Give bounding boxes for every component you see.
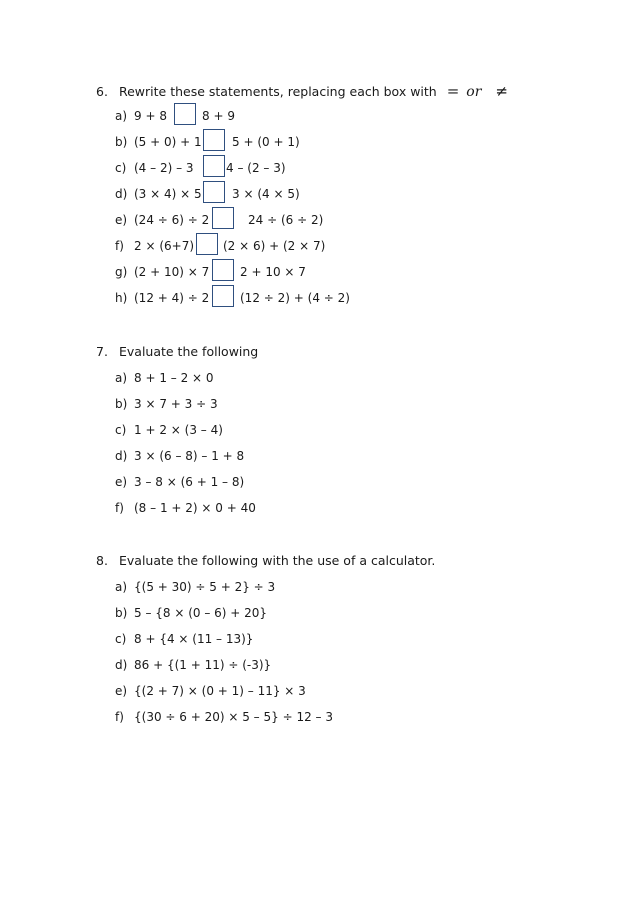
item-expression: 3 × (6 – 8) – 1 + 8 (134, 449, 245, 463)
item-label: c) (115, 161, 127, 175)
answer-box[interactable] (212, 207, 234, 229)
item-label: a) (115, 580, 128, 594)
item-rhs: 4 – (2 – 3) (226, 161, 286, 175)
item-expression: 8 + {4 × (11 – 13)} (134, 632, 254, 646)
answer-box[interactable] (203, 129, 225, 151)
item-expression: (8 – 1 + 2) × 0 + 40 (134, 501, 256, 515)
item-label: f) (115, 501, 124, 515)
item-label: c) (115, 632, 127, 646)
item-rhs: 8 + 9 (202, 109, 235, 123)
item-expression: 1 + 2 × (3 – 4) (134, 423, 223, 437)
answer-box[interactable] (203, 181, 225, 203)
item-label: f) (115, 239, 124, 253)
answer-box[interactable] (212, 285, 234, 307)
item-rhs: 5 + (0 + 1) (232, 135, 300, 149)
item-label: e) (115, 684, 128, 698)
item-expression: 5 – {8 × (0 – 6) + 20} (134, 606, 268, 620)
not-equals-symbol: ≠ (495, 82, 508, 100)
question-number: 6. (96, 84, 108, 99)
item-label: c) (115, 423, 127, 437)
question-text: Evaluate the following (118, 344, 259, 359)
item-lhs: 9 + 8 (134, 109, 167, 123)
item-label: d) (115, 449, 128, 463)
item-rhs: (12 ÷ 2) + (4 ÷ 2) (240, 291, 350, 305)
item-rhs: 24 ÷ (6 ÷ 2) (248, 213, 324, 227)
question-text: Evaluate the following with the use of a calculator. (118, 553, 436, 568)
or-word: or (466, 84, 482, 100)
item-label: b) (115, 135, 128, 149)
item-rhs: 3 × (4 × 5) (232, 187, 300, 201)
item-label: e) (115, 213, 128, 227)
question-text: Rewrite these statements, replacing each box with (118, 84, 437, 99)
question-6-title (96, 82, 508, 100)
item-label: d) (115, 658, 128, 672)
item-label: h) (115, 291, 128, 305)
item-lhs: (4 – 2) – 3 (134, 161, 194, 175)
question-7-title (96, 344, 258, 359)
question-number: 8. (96, 553, 108, 568)
item-lhs: (3 × 4) × 5 (134, 187, 202, 201)
item-label: b) (115, 397, 128, 411)
item-label: a) (115, 371, 128, 385)
item-lhs: (24 ÷ 6) ÷ 2 (134, 213, 210, 227)
equals-symbol: = (446, 82, 460, 100)
item-label: f) (115, 710, 124, 724)
question-number: 7. (96, 344, 108, 359)
item-label: d) (115, 187, 128, 201)
item-lhs: (5 + 0) + 1 (134, 135, 202, 149)
item-rhs: (2 × 6) + (2 × 7) (223, 239, 326, 253)
item-expression: 3 × 7 + 3 ÷ 3 (134, 397, 218, 411)
item-expression: {(30 ÷ 6 + 20) × 5 – 5} ÷ 12 – 3 (134, 710, 333, 724)
item-lhs: 2 × (6+7) (134, 239, 195, 253)
item-label: e) (115, 475, 128, 489)
item-expression: {(5 + 30) ÷ 5 + 2} ÷ 3 (134, 580, 276, 594)
answer-box[interactable] (212, 259, 234, 281)
item-label: a) (115, 109, 128, 123)
item-rhs: 2 + 10 × 7 (240, 265, 306, 279)
question-8-title (96, 553, 435, 568)
item-expression: 3 – 8 × (6 + 1 – 8) (134, 475, 245, 489)
item-expression: 86 + {(1 + 11) ÷ (-3)} (134, 658, 272, 672)
item-lhs: (2 + 10) × 7 (134, 265, 210, 279)
answer-box[interactable] (174, 103, 196, 125)
answer-box[interactable] (196, 233, 218, 255)
item-expression: 8 + 1 – 2 × 0 (134, 371, 214, 385)
item-expression: {(2 + 7) × (0 + 1) – 11} × 3 (134, 684, 306, 698)
answer-box[interactable] (203, 155, 225, 177)
item-lhs: (12 + 4) ÷ 2 (134, 291, 210, 305)
item-label: g) (115, 265, 128, 279)
item-label: b) (115, 606, 128, 620)
